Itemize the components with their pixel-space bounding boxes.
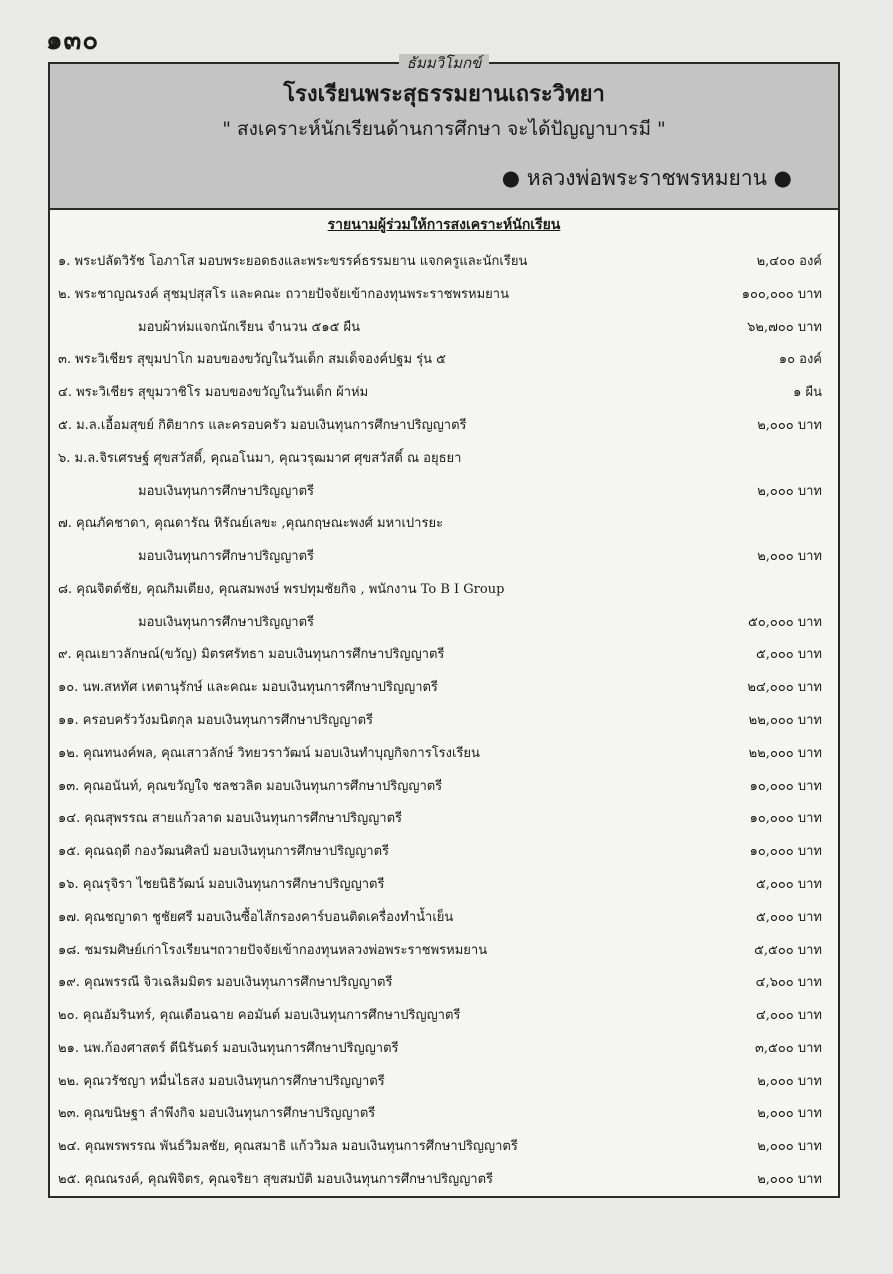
- motto: " สงเคราะห์นักเรียนด้านการศึกษา จะได้ปัญญาบารมี ": [222, 118, 666, 140]
- header-banner: [50, 54, 838, 210]
- small-title: ธัมมวิโมกข์: [50, 51, 838, 75]
- list-title: รายนามผู้ร่วมให้การสงเคราะห์นักเรียน: [327, 217, 561, 233]
- page-number: ๑๓๐: [46, 26, 100, 56]
- document-box: ธัมมวิโมกข์ โรงเรียนพระสุธรรมยานเถระวิทยา " สงเคราะห์นักเรียนด้านการศึกษา จะได้ปัญญาบารมี " ● หลวงพ่อพระราชพรหมยาน ● รายนามผู้ร่วมให้การสงเคราะห์นักเรียน ๑. พระปลัดวิรัช โอภาโส มอบพระยอดธงและพระขรรค์ธรรมยาน แจกครูและนักเรียน ๒,๔๐๐ องค์ ๒. พระชาญณรงค์ สุชมฺปสุสโร และคณะ ถวายปัจจัยเข้ากองทุนพระราชพรหมยาน ๑๐๐,๐๐๐ บาท มอบผ้าห่มแจกนักเรียน จำนวน ๕๑๕ ผืน ๖๒,๗๐๐ บาท ๓. พระวิเชียร สุขุมปาโก มอบของขวัญในวันเด็ก สมเด็จองค์ปฐม รุ่น ๕ ๑๐ องค์ ๔. พระวิเชียร สุขุมวาชิโร มอบของขวัญในวันเด็ก ผ้าห่ม ๑ ผืน ๕. ม.ล.เอื้อมสุขย์ กิติยากร และครอบครัว มอบเงินทุนการศึกษาปริญญาตรี ๒,๐๐๐ บาท ๖. ม.ล.จิรเศรษฐ์ ศุขสวัสดิ์, คุณอโนมา, คุณวรุฒมาศ ศุขสวัสดิ์ ณ อยุธยา มอบเงินทุนการศึกษาปริญญาตรี ๒,๐๐๐ บาท ๗. คุณภัคชาดา, คุณดารัณ หิรัณย์เลขะ ,คุณกฤษณะพงศ์ มหาเปารยะ มอบเงินทุนการศึกษาปริญญาตรี ๒,๐๐๐ บาท ๘. คุณจิตต์ชัย, คุณกิมเตียง, คุณสมพงษ์ พรปทุมชัยกิจ , พนักงาน To B I Group มอบเงินทุนการศึกษาปริญญาตรี ๕๐,๐๐๐ บาท ๙. คุณเยาวลักษณ์(ขวัญ) มิตรศรัทธา มอบเงินทุนการศึกษาปริญญาตรี ๕,๐๐๐ บาท ๑๐. นพ.สหทัศ เหตานุรักษ์ และคณะ มอบเงินทุนการศึกษาปริญญาตรี ๒๔,๐๐๐ บาท ๑๑. ครอบครัววังมนิตกุล มอบเงินทุนการศึกษาปริญญาตรี ๒๒,๐๐๐ บาท ๑๒. คุณทนงค์พล, คุณเสาวลักษ์ วิทยวราวัฒน์ มอบเงินทำบุญกิจการโรงเรียน ๒๒,๐๐๐ บาท ๑๓. คุณอนันท์, คุณขวัญใจ ชลชวลิต มอบเงินทุนการศึกษาปริญญาตรี ๑๐,๐๐๐ บาท ๑๔. คุณสุพรรณ สายแก้วลาด มอบเงินทุนการศึกษาปริญญาตรี ๑๐,๐๐๐ บาท ๑๕. คุณฉฤดี กองวัฒนศิลป์ มอบเงินทุนการศึกษาปริญญาตรี ๑๐,๐๐๐ บาท ๑๖. คุณรุจิรา ไชยนิธิวัฒน์ มอบเงินทุนการศึกษาปริญญาตรี ๕,๐๐๐ บาท ๑๗. คุณชญาดา ชูชัยศรี มอบเงินซื้อไส้กรองคาร์บอนติดเครื่องทำน้ำเย็น ๕,๐๐๐ บาท ๑๘. ชมรมศิษย์เก่าโรงเรียนฯถวายปัจจัยเข้ากองทุนหลวงพ่อพระราชพรหมยาน ๕,๕๐๐ บาท ๑๙. คุณพรรณี จิวเฉลิมมิตร มอบเงินทุนการศึกษาปริญญาตรี ๔,๖๐๐ บาท ๒๐. คุณอัมรินทร์, คุณเดือนฉาย คอมันต์ มอบเงินทุนการศึกษาปริญญาตรี ๔,๐๐๐ บาท ๒๑. นพ.ก้องศาสตร์ ดีนิรันดร์ มอบเงินทุนการศึกษาปริญญาตรี ๓,๕๐๐ บาท ๒๒. คุณวรัชญา หมื่นไธสง มอบเงินทุนการศึกษาปริญญาตรี ๒,๐๐๐ บาท ๒๓. คุณขนิษฐา ลำพึงกิจ มอบเงินทุนการศึกษาปริญญาตรี ๒,๐๐๐ บาท ๒๔. คุณพรพรรณ พันธ์วิมลชัย, คุณสมาธิ แก้ววิมล มอบเงินทุนการศึกษาปริญญาตรี ๒,๐๐๐ บาท ๒๕. คุณณรงค์, คุณพิจิตร, คุณจริยา สุขสมบัติ มอบเงินทุนการศึกษาปริญญาตรี ๒,๐๐๐ บาท: [48, 62, 840, 1198]
- school-title: โรงเรียนพระสุธรรมยานเถระวิทยา: [283, 81, 605, 107]
- monk-name: ● หลวงพ่อพระราชพรหมยาน ●: [501, 166, 792, 190]
